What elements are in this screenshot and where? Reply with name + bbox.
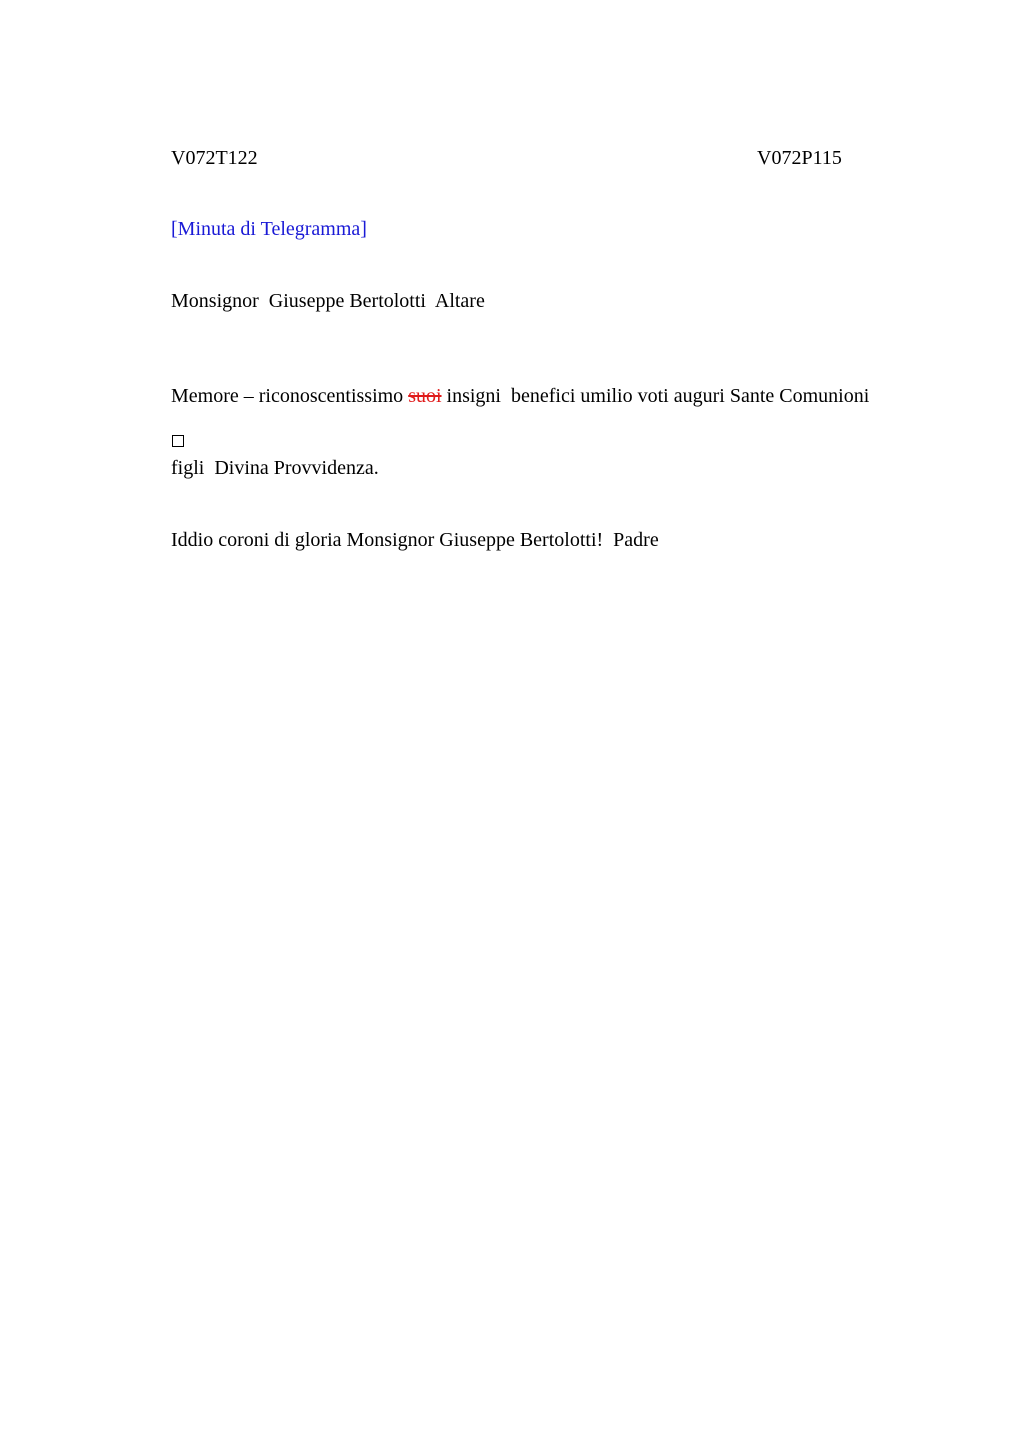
document-code-left: V072T122	[171, 147, 258, 169]
end-square-icon	[172, 435, 184, 447]
telegram-body-line-2: figli Divina Provvidenza.	[171, 457, 379, 479]
document-code-right: V072P115	[757, 147, 842, 169]
body-line-1-end: insigni benefici umilio voti auguri Sante Comunioni	[441, 385, 870, 407]
telegram-body-line-3: Iddio coroni di gloria Monsignor Giuseppe Bertolotti! Padre	[171, 529, 659, 551]
telegram-body	[171, 336, 901, 600]
telegram-recipient: Monsignor Giuseppe Bertolotti Altare	[171, 290, 485, 312]
document-type-label: [Minuta di Telegramma]	[171, 218, 367, 240]
body-line-1-start: Memore – riconoscentissimo	[171, 385, 409, 407]
deleted-word: suoi	[408, 385, 442, 407]
telegram-body-line-1	[171, 384, 901, 408]
